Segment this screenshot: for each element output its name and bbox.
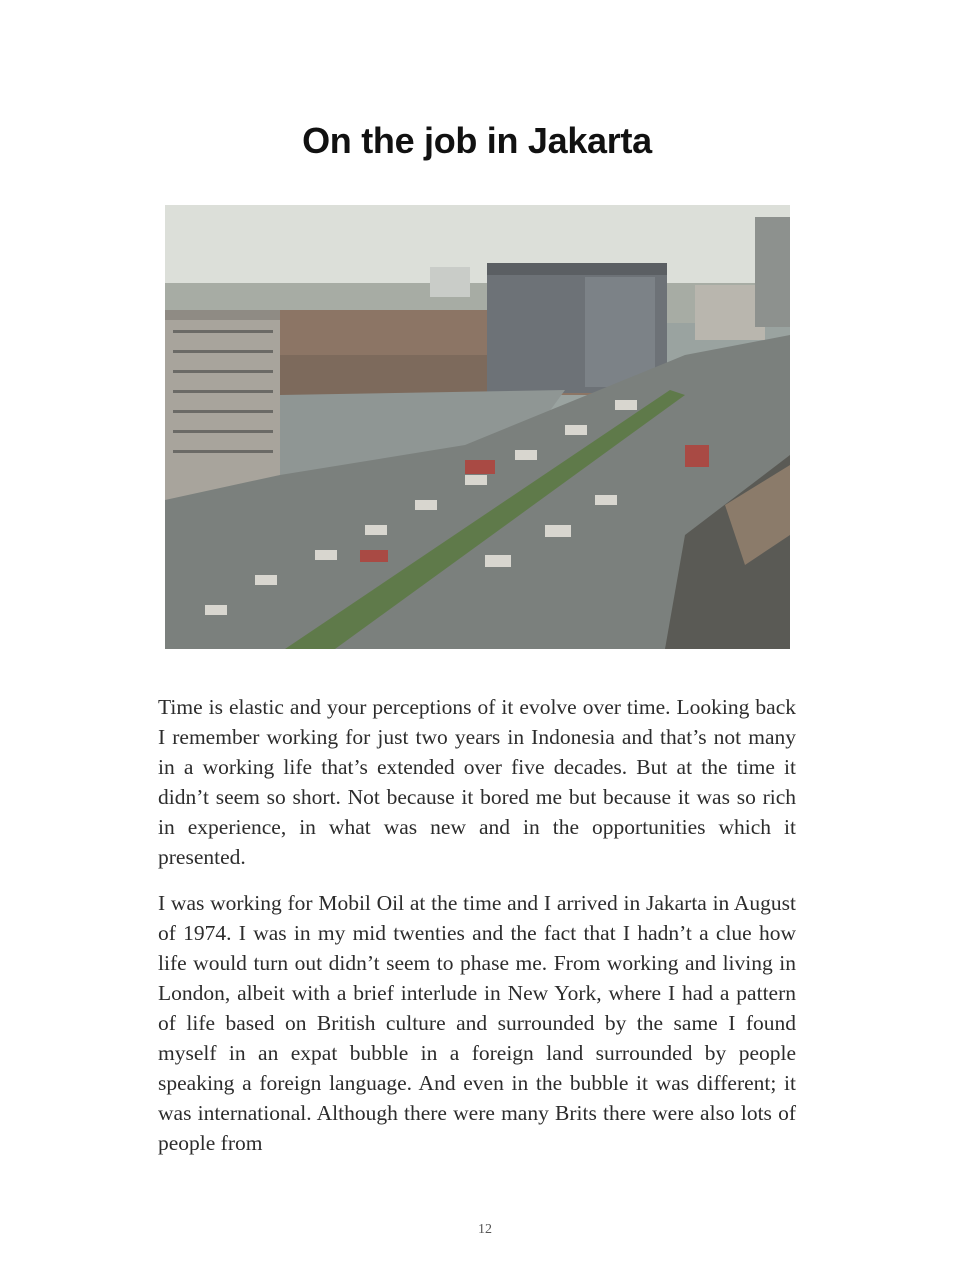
paragraph: Time is elastic and your perceptions of it evolve over time. Looking back I remember working for just two years in Indonesia and that’s not many in a working life that’s extended over five decades. But at the time it didn’t seem so short. Not because it bored me but because it was so rich in experience, in what was new and in the opportunities which it presented. <box>158 695 796 869</box>
page-number: 12 <box>478 1222 492 1237</box>
body-text <box>158 692 796 1174</box>
page-title: On the job in Jakarta <box>302 120 652 161</box>
paragraph: I was working for Mobil Oil at the time and I arrived in Jakarta in August of 1974. I was in my mid twenties and the fact that I hadn’t a clue how life would turn out didn’t seem to phase me. From working and living in London, albeit with a brief interlude in New York, where I had a pattern of life based on British culture and surrounded by the same I found myself in an expat bubble in a foreign land surrounded by people speaking a foreign language. And even in the bubble it was different; it was international. Although there were many Brits there were also lots of people from <box>158 891 796 1155</box>
jakarta-street-photo <box>165 205 790 649</box>
